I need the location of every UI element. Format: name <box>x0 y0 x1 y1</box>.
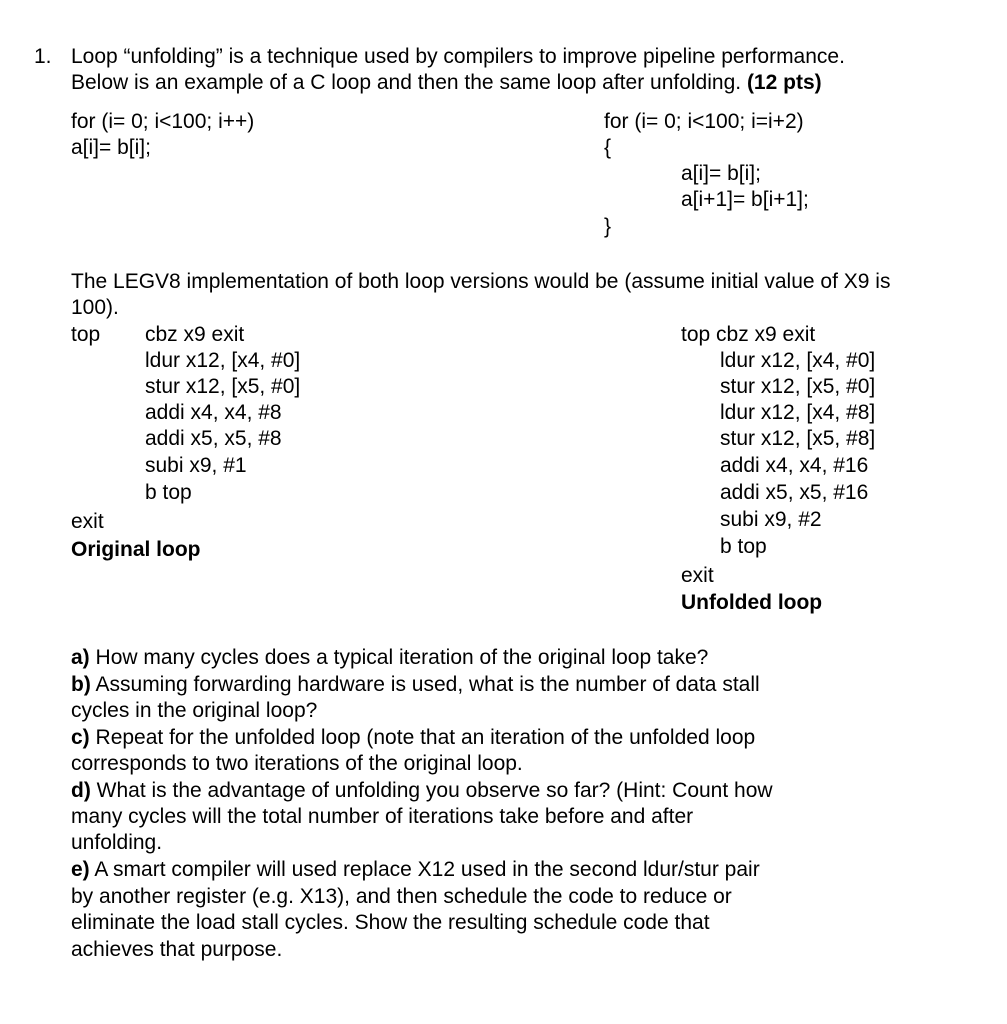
original-top-label: top <box>71 323 101 346</box>
original-exit-label: exit <box>71 510 104 533</box>
unfolded-asm-line: stur x12, [x5, #8] <box>720 427 876 450</box>
original-asm-line: stur x12, [x5, #0] <box>145 375 301 398</box>
c-unfolded-for: for (i= 0; i<100; i=i+2) <box>604 110 804 133</box>
original-asm-line: addi x5, x5, #8 <box>145 427 282 450</box>
question-e-text: A smart compiler will used replace X12 used in the second ldur/stur pair <box>89 858 760 881</box>
unfolded-asm-line: stur x12, [x5, #0] <box>720 375 876 398</box>
original-asm-line: subi x9, #1 <box>145 454 247 477</box>
question-b-cont: cycles in the original loop? <box>71 699 318 722</box>
question-number: 1. <box>34 45 52 68</box>
question-c-text: Repeat for the unfolded loop (note that an iteration of the unfolded loop <box>89 726 756 749</box>
question-a-text: How many cycles does a typical iteration of the original loop take? <box>89 646 709 669</box>
intro-line-1: Loop “unfolding” is a technique used by compilers to improve pipeline performance. <box>71 45 845 68</box>
question-b <box>71 672 760 698</box>
original-asm-line: b top <box>145 481 192 504</box>
unfolded-asm-line: subi x9, #2 <box>720 508 822 531</box>
c-unfolded-close-brace: } <box>604 215 612 238</box>
question-c <box>71 725 755 751</box>
unfolded-asm-line: addi x4, x4, #16 <box>720 454 869 477</box>
question-a-label: a) <box>71 646 90 669</box>
question-b-text: Assuming forwarding hardware is used, what is the number of data stall <box>90 673 760 696</box>
original-asm-line: ldur x12, [x4, #0] <box>145 349 301 372</box>
c-unfolded-body-1: a[i]= b[i]; <box>681 162 761 185</box>
question-e-cont-2: eliminate the load stall cycles. Show the resulting schedule code that <box>71 911 710 934</box>
question-c-label: c) <box>71 726 90 749</box>
question-d-cont-1: many cycles will the total number of iterations take before and after <box>71 805 694 828</box>
original-loop-caption: Original loop <box>71 538 201 561</box>
c-original-for: for (i= 0; i<100; i++) <box>71 110 255 133</box>
question-d-label: d) <box>71 779 91 802</box>
original-asm-line: addi x4, x4, #8 <box>145 401 282 424</box>
unfolded-loop-caption: Unfolded loop <box>681 591 823 614</box>
c-unfolded-body-2: a[i+1]= b[i+1]; <box>681 188 809 211</box>
legv8-intro-line-1: The LEGV8 implementation of both loop versions would be (assume initial value of X9 is <box>71 270 891 293</box>
original-asm-line: cbz x9 exit <box>145 323 245 346</box>
unfolded-asm-line: b top <box>720 535 767 558</box>
question-b-label: b) <box>71 673 91 696</box>
question-e-cont-1: by another register (e.g. X13), and then schedule the code to reduce or <box>71 885 732 908</box>
unfolded-asm-line: ldur x12, [x4, #8] <box>720 401 876 424</box>
question-d-text: What is the advantage of unfolding you observe so far? (Hint: Count how <box>90 779 773 802</box>
unfolded-asm-line: addi x5, x5, #16 <box>720 481 869 504</box>
legv8-intro-line-2: 100). <box>71 296 119 319</box>
question-c-cont: corresponds to two iterations of the original loop. <box>71 752 523 775</box>
intro-line-2-text: Below is an example of a C loop and then the same loop after unfolding. <box>71 71 742 94</box>
c-unfolded-open-brace: { <box>604 136 612 159</box>
question-d-cont-2: unfolding. <box>71 831 163 854</box>
unfolded-asm-line: ldur x12, [x4, #0] <box>720 349 876 372</box>
points-label: (12 pts) <box>746 71 822 94</box>
question-e-label: e) <box>71 858 90 881</box>
question-a <box>71 645 708 671</box>
c-original-body: a[i]= b[i]; <box>71 136 151 159</box>
question-e <box>71 857 760 883</box>
question-e-cont-3: achieves that purpose. <box>71 938 283 961</box>
unfolded-top-line: top cbz x9 exit <box>681 323 816 346</box>
unfolded-exit-label: exit <box>681 564 714 587</box>
question-d <box>71 778 773 804</box>
intro-line-2 <box>71 70 822 96</box>
